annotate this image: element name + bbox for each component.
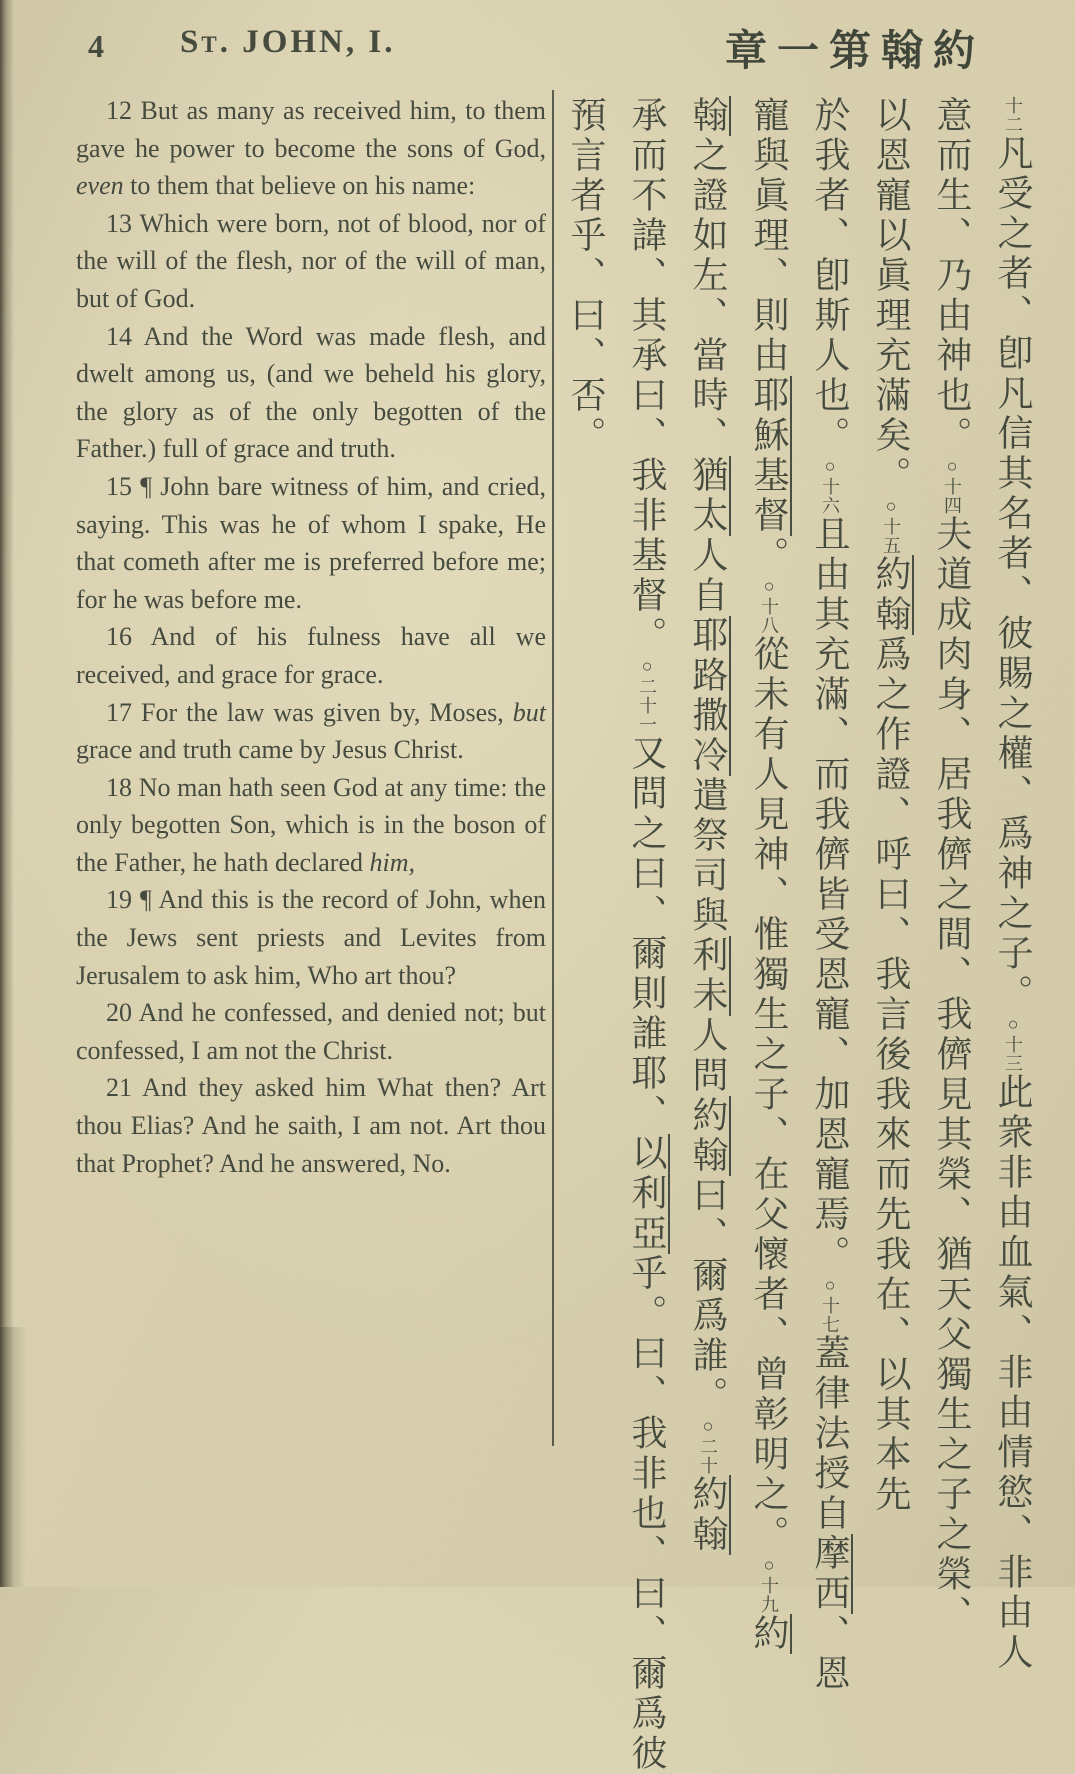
page-binding-shadow <box>0 1327 26 1587</box>
text-run: 18 No man hath seen God at any time: the only begotten Son, which is in the boson of the Father, he hath declared <box>76 772 546 877</box>
verse-number-marker: ○十八 <box>759 576 779 635</box>
verse-number-marker: ○十三 <box>1003 1014 1023 1073</box>
english-column <box>76 92 546 1462</box>
verse-number-marker: ○二十 <box>698 1416 718 1475</box>
verse-number-marker: ○十五 <box>881 496 901 555</box>
text-run: 遣祭司與 <box>688 776 728 936</box>
text-run: 人問 <box>688 1016 728 1096</box>
verse-number-marker: ○十四 <box>942 456 962 515</box>
verse-paragraph <box>76 468 546 618</box>
verse-paragraph <box>76 205 546 318</box>
chinese-text-column <box>677 96 738 1555</box>
verse-paragraph <box>76 92 546 205</box>
chinese-text-column <box>799 96 860 1694</box>
text-run: 19 ¶ And this is the record of John, when the Jews sent priests and Levites from Jerusalem to ask him, Who art thou? <box>76 885 546 990</box>
text-run: 預言者乎、曰、否。 <box>566 96 606 456</box>
text-run: 從未有人見神、惟獨生之子、在父懷者、曾彰明之。 <box>749 635 789 1555</box>
text-run: 乎。曰、我非也、曰、爾爲彼 <box>627 1254 667 1774</box>
proper-name-marked-text: 猶太 <box>688 456 731 536</box>
verse-number-marker: ○十七 <box>820 1275 840 1334</box>
text-run: 曰、爾爲誰。 <box>688 1176 728 1416</box>
chinese-column-block <box>555 96 1043 1774</box>
text-run: 。 <box>749 536 789 576</box>
text-run: 寵與眞理、則由 <box>749 96 789 376</box>
chinese-text-column <box>921 96 982 1635</box>
verse-number-marker: ○十九 <box>759 1555 779 1614</box>
text-run: 蓋律法授自 <box>810 1334 850 1534</box>
text-run: 以恩寵以眞理充滿矣。 <box>871 96 911 496</box>
verse-paragraph <box>76 1069 546 1182</box>
page-number: 4 <box>88 28 105 64</box>
text-run: 17 For the law was given by, Moses, <box>106 697 513 727</box>
text-run: 凡受之者、卽凡信其名者、彼賜之權、爲神之子。 <box>993 134 1033 1014</box>
verse-paragraph <box>76 994 546 1069</box>
chinese-text-column <box>860 96 921 1515</box>
running-title-english: St. JOHN, I. <box>180 24 396 60</box>
text-run: 13 Which were born, not of blood, nor of the will of the flesh, nor of the will of man, but of God. <box>76 208 546 313</box>
chinese-text-column <box>616 96 677 1774</box>
column-divider-rule <box>552 90 554 1446</box>
verse-number-marker: 十二 <box>1003 96 1023 134</box>
verse-number-marker: ○二十一 <box>637 656 657 734</box>
italic-run: even <box>76 171 124 201</box>
italic-run: him, <box>369 847 415 877</box>
text-run: 15 ¶ John bare witness of him, and cried, saying. This was he of whom I spake, He that cometh after me is preferred before me; for he was before me. <box>76 471 546 614</box>
text-run: 之證如左、當時、 <box>688 136 728 456</box>
chinese-text-column <box>738 96 799 1654</box>
chinese-text-column <box>982 96 1043 1673</box>
proper-name-marked-text: 摩西 <box>810 1534 853 1614</box>
verse-number-marker: ○十六 <box>820 456 840 515</box>
text-run: 人自 <box>688 536 728 616</box>
text-run: 承而不諱、其承曰、我非基督。 <box>627 96 667 656</box>
text-run: 16 And of his fulness have all we received, and grace for grace. <box>76 622 546 689</box>
text-run: 20 And he confessed, and denied not; but confessed, I am not the Christ. <box>76 998 546 1065</box>
proper-name-marked-text: 約翰 <box>688 1096 731 1176</box>
text-run: 又問之曰、爾則誰耶、 <box>627 734 667 1134</box>
verse-paragraph <box>76 769 546 882</box>
proper-name-marked-text: 約翰 <box>871 555 914 635</box>
italic-run: but <box>512 697 546 727</box>
verse-paragraph <box>76 881 546 994</box>
proper-name-marked-text: 耶路撒冷 <box>688 616 731 776</box>
verse-paragraph <box>76 318 546 468</box>
proper-name-marked-text: 約 <box>749 1614 792 1654</box>
proper-name-marked-text: 以利亞 <box>627 1134 670 1254</box>
chinese-text-column <box>555 96 616 1456</box>
text-run: 意而生、乃由神也。 <box>932 96 972 456</box>
proper-name-marked-text: 翰 <box>688 96 731 136</box>
text-run: 於我者、卽斯人也。 <box>810 96 850 456</box>
text-run: 此衆非由血氣、非由情慾、非由人 <box>993 1073 1033 1673</box>
text-run: 12 But as many as received him, to them gave he power to become the sons of God, <box>76 96 546 163</box>
verse-paragraph <box>76 618 546 693</box>
text-run: grace and truth came by Jesus Christ. <box>76 735 464 765</box>
text-run: 14 And the Word was made flesh, and dwelt among us, (and we beheld his glory, the glory as of the only begotten of the Father.) full of grace and truth. <box>76 321 546 464</box>
proper-name-marked-text: 利未 <box>688 936 731 1016</box>
text-run: 爲之作證、呼曰、我言後我來而先我在、以其本先 <box>871 635 911 1515</box>
proper-name-marked-text: 耶穌基督 <box>749 376 792 536</box>
text-run: 夫道成肉身、居我儕之間、我儕見其榮、猶天父獨生之子之榮、 <box>932 515 972 1635</box>
text-run: 、恩 <box>810 1614 850 1694</box>
page-header <box>0 22 1075 78</box>
text-run: 21 And they asked him What then? Art thou Elias? And he saith, I am not. Art thou that Prophet? And he answered, No. <box>76 1073 546 1178</box>
text-run: 且由其充滿、而我儕皆受恩寵、加恩寵焉。 <box>810 515 850 1275</box>
text-run: to them that believe on his name: <box>123 171 476 201</box>
running-title-chinese: 章一第翰約 <box>724 29 985 75</box>
proper-name-marked-text: 約翰 <box>688 1475 731 1555</box>
verse-paragraph <box>76 694 546 769</box>
